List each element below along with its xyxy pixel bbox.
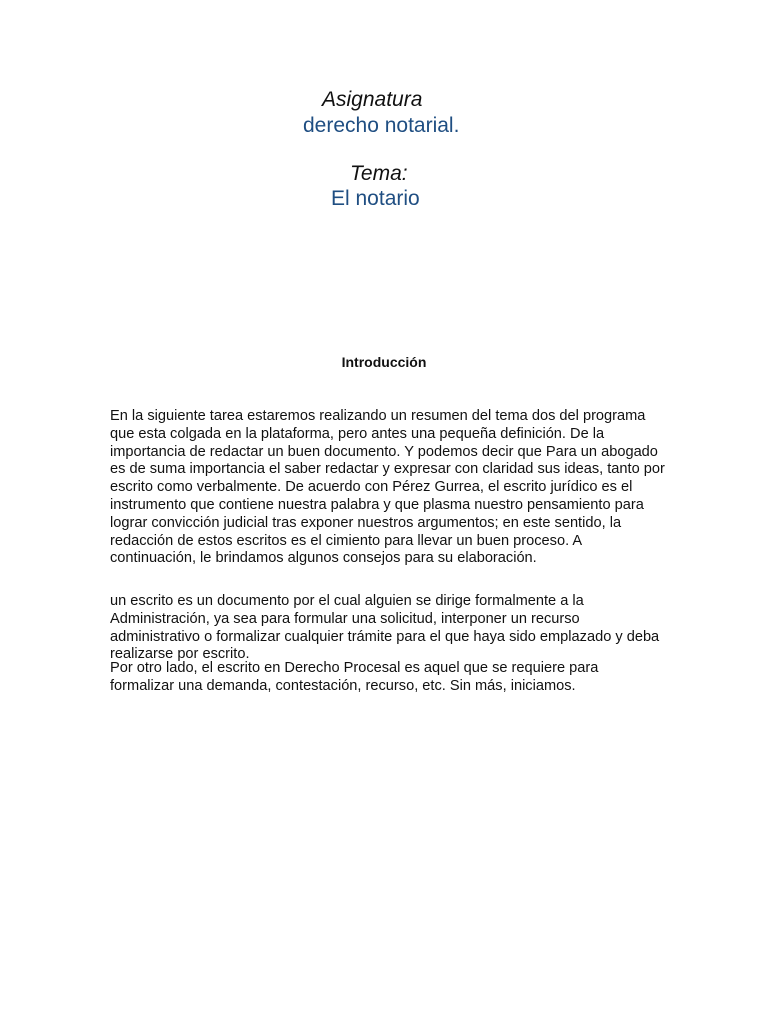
introduction-paragraph-3: Por otro lado, el escrito en Derecho Procesal es aquel que se requiere para formalizar una demanda, contestación, recurso, etc. Sin más, iniciamos. <box>110 660 599 694</box>
introduction-heading: Introducción <box>341 354 427 370</box>
subject-label: Asignatura <box>322 88 423 111</box>
topic-label: Tema: <box>350 162 408 185</box>
introduction-paragraph-2: un escrito es un documento por el cual alguien se dirige formalmente a la Administración, ya sea para formular una solicitud, interponer un recurso administrativo o formalizar cualquier trámite para el que haya sido emplazado y deba realizarse por escrito. <box>110 593 660 663</box>
introduction-paragraph-1: En la siguiente tarea estaremos realizando un resumen del tema dos del programa que esta colgada en la plataforma, pero antes una pequeña definición. De la importancia de redactar un buen documento. Y podemos decir que Para un abogado es de suma importancia el saber redactar y expresar con claridad sus ideas, tanto por escrito como verbalmente. De acuerdo con Pérez Gurrea, el escrito jurídico es el instrumento que contiene nuestra palabra y que plasma nuestro pensamiento para lograr convicción judicial tras exponer nuestros argumentos; en este sentido, la redacción de estos escritos es el cimiento para llevar un buen proceso. A continuación, le brindamos algunos consejos para su elaboración. <box>110 408 665 567</box>
subject-value: derecho notarial. <box>303 114 460 137</box>
topic-value: El notario <box>331 187 420 210</box>
